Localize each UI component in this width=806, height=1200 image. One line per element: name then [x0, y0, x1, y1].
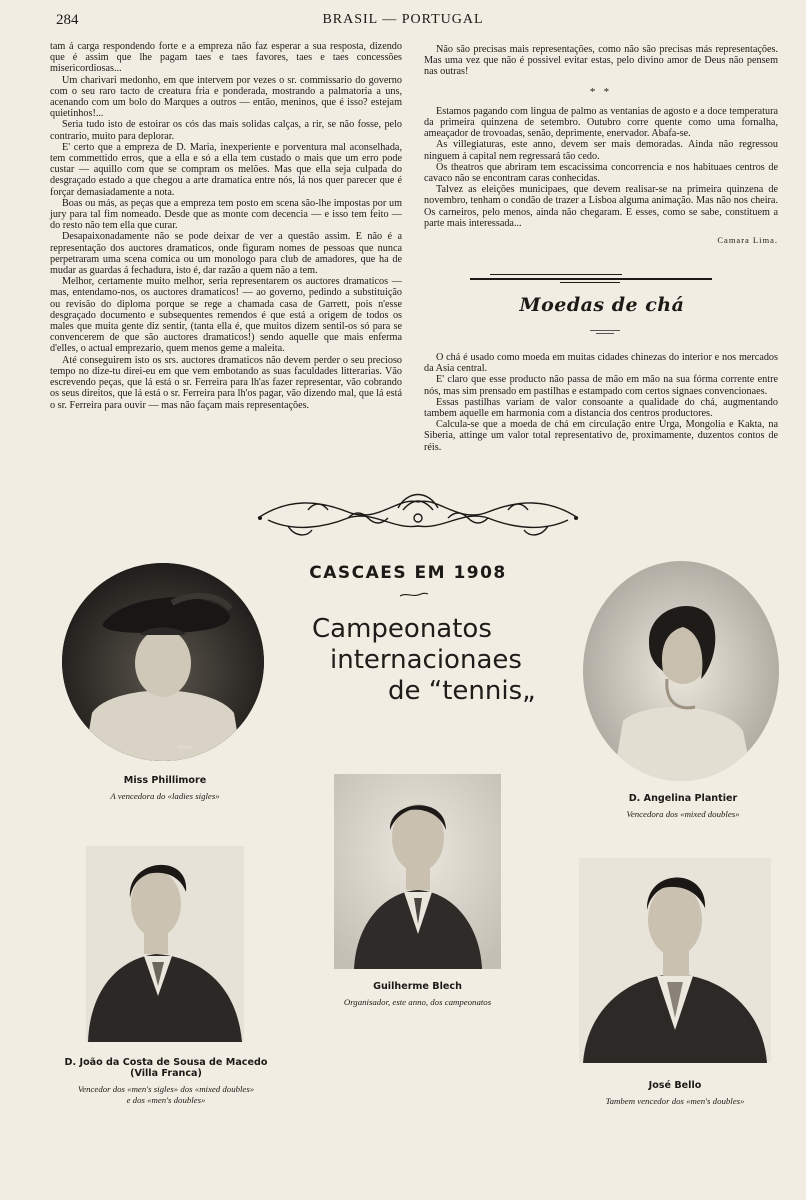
paragraph: Melhor, certamente muito melhor, seria representarem os auctores dramaticos — mas, entendamo-nos, os auctores dramaticos! — ao governo, pedindo a substituição ou revisão do diploma porque se rege a chamada casa de Garrett, pois n'esse desgraçado documento e subsequentes remendos é que está a origem de todos os males que muita gente diz sentir, (tanta ella é, que muitos dizem sentil-os só para se convencerem de que são auctores dramaticos!) sendo aquelle que mais enferma d'elles, o actual emprezario, quem menos geme a maleita. — [50, 276, 402, 355]
running-title: BRASIL — PORTUGAL — [322, 12, 484, 27]
paragraph: Um charivari medonho, em que intervem por vezes o sr. commissario do governo com o seu raro tacto de creatura fria e ponderada, mostrando a palmatoria a uns, acenando com um bolo do Marques a outros — então, meninos, que é isso? estejam quietinhos!... — [50, 74, 402, 120]
paragraph: E' certo que a empreza de D. Maria, inexperiente e porventura mal aconselhada, tem commettido erros, que a ella e só a ella tem custado o mais que um erro pode custar — aquillo com que se compram os melões. Mas que ella seja culpada do desgraçado estado a que chegou a arte dramatica entre nós, lá nos quer parecer que é forçar demasiadamente a nota. — [50, 141, 402, 198]
section-rule — [490, 274, 622, 275]
section-rule — [560, 282, 620, 283]
photo-name: D. João da Costa de Sousa de Macedo — [64, 1057, 268, 1068]
page-number: 284 — [56, 12, 79, 28]
feature-title-line: Campeonatos — [312, 614, 492, 644]
tilde-flourish — [399, 592, 429, 598]
feature-heading: CASCAES EM 1908 — [309, 563, 507, 583]
photo-name: D. Angelina Plantier — [628, 793, 738, 804]
photo-name: José Bello — [648, 1080, 702, 1091]
paragraph: E' claro que esse producto não passa de mão em mão na sua fórma corrente entre nós, mas sim prensado em pastilhas e estampado com certos signaes convencionaes. — [424, 374, 778, 397]
paragraph: Desapaixonadamente não se pode deixar de ver a questão assim. E não é a representação dos auctores dramaticos, onde figuram nomes de pessoas que nunca perpetraram uma scena comica ou um monologo para club de amadores, que ha de mudar as guardas á fechadura, isto é, dar razão a quem não a tem. — [50, 231, 402, 277]
portrait-photo-macedo — [86, 846, 244, 1042]
article-title: Moedas de chá — [519, 294, 685, 316]
feature-title-line: internacionaes — [330, 645, 522, 675]
photo-name: Guilherme Blech — [373, 981, 462, 992]
paragraph: Boas ou más, as peças que a empreza tem posto em scena são-lhe impostas por um jury para tal fim nomeado. Desde que as monte com decencia — e isso tem feito — do resto não tem ella que curar. — [50, 197, 402, 232]
photographer-signature: Pirra — [177, 744, 193, 751]
left-column — [50, 41, 402, 411]
paragraph: Calcula-se que a moeda de chá em circulação entre Urga, Mongolia e Kakta, na Siberia, attinge um valor total representativo de, proximamente, duzentos contos de réis. — [424, 419, 778, 453]
paragraph: O chá é usado como moeda em muitas cidades chinezas do interior e nos mercados da Asia central. — [424, 352, 778, 375]
decorative-scroll-ornament — [248, 488, 588, 546]
section-rule — [470, 278, 712, 280]
paragraph: As villegiaturas, este anno, devem ser mais demoradas. Ainda não regressou ninguem á capital nem regressará tão cedo. — [424, 139, 778, 162]
portrait-photo-plantier — [583, 561, 779, 781]
portrait-photo-blech — [334, 774, 501, 969]
feature-title-line: de “tennis„ — [388, 676, 536, 706]
photo-caption-line2: e dos «men's doubles» — [126, 1095, 206, 1105]
title-rule — [590, 330, 620, 331]
photo-caption: Vencedor dos «men's sigles» dos «mixed doubles» — [77, 1084, 255, 1094]
paragraph: Essas pastilhas variam de valor consoante a qualidade do chá, augmentando tambem aquelle em harmonia com a distancia dos centros productores. — [424, 396, 778, 420]
portrait-photo-bello — [579, 858, 771, 1063]
photo-caption: Organisador, este anno, dos campeonatos — [343, 997, 492, 1007]
paragraph: Talvez as eleições municipaes, que devem realisar-se na primeira quinzena de novembro, tenham o condão de trazer a Lisboa alguma animação. Mas não nos cheira. Os carneiros, pelo menos, ainda não chegaram. E esses, como se sabe, constituem a parte mais interessada... — [424, 184, 778, 229]
title-rule — [596, 333, 614, 334]
photo-name: Miss Phillimore — [123, 775, 207, 786]
portrait-photo-phillimore — [62, 563, 264, 761]
photo-caption: Tambem vencedor dos «men's doubles» — [605, 1096, 745, 1106]
author-signature: Camara Lima. — [717, 235, 778, 246]
paragraph: Até conseguirem isto os srs. auctores dramaticos não devem perder o seu precioso tempo no dize-tu direi-eu em que vem embotando as suas faculdades litterarias. Vão escrevendo peças, que lá está o sr. Ferreira para lh'as fazer representar, vão cobrando os seus direitos, que lá está o sr. Ferreira para lh'os pagar, vão dizendo mal, que lá está o sr. Ferreira para ouvir — mas não façam mais representações. — [50, 354, 402, 411]
paragraph: Estamos pagando com lingua de palmo as ventanias de agosto e a doce temperatura da primeira quinzena de setembro. Outubro corre quente como uma fornalha, ameaçador de trovoadas, senão, deprimente, enervador. Abafa-se. — [424, 105, 778, 140]
feature-title — [296, 614, 556, 707]
photo-caption: A vencedora do «ladies sigles» — [110, 791, 220, 801]
paragraph: Os theatros que abriram tem escacissima concorrencia e nos habituaes centros de cavaco não se encontram caras conhecidas. — [424, 161, 778, 185]
article-body — [424, 352, 778, 453]
paragraph: Não são precisas mais representações, como não são precisas más representações. Mas uma vez que não é possivel evitar estas, pelo divino amor de Deus não pensem nas outras! — [424, 44, 778, 78]
paragraph: Seria tudo isto de estoirar os cós das mais solidas calças, a rir, se não fosse, pelo contrario, muito para deplorar. — [50, 119, 402, 142]
photo-name-line2: (Villa Franca) — [130, 1068, 202, 1079]
right-column — [424, 44, 778, 246]
photo-caption: Vencedora dos «mixed doubles» — [626, 809, 740, 819]
paragraph: tam á carga respondendo forte e a empreza não faz esperar a sua resposta, dizendo que é assim que lhe pagam taes e taes favores, taes e taes concessões misericordiosas... — [50, 41, 402, 75]
asterism-separator: * * — [589, 85, 613, 98]
